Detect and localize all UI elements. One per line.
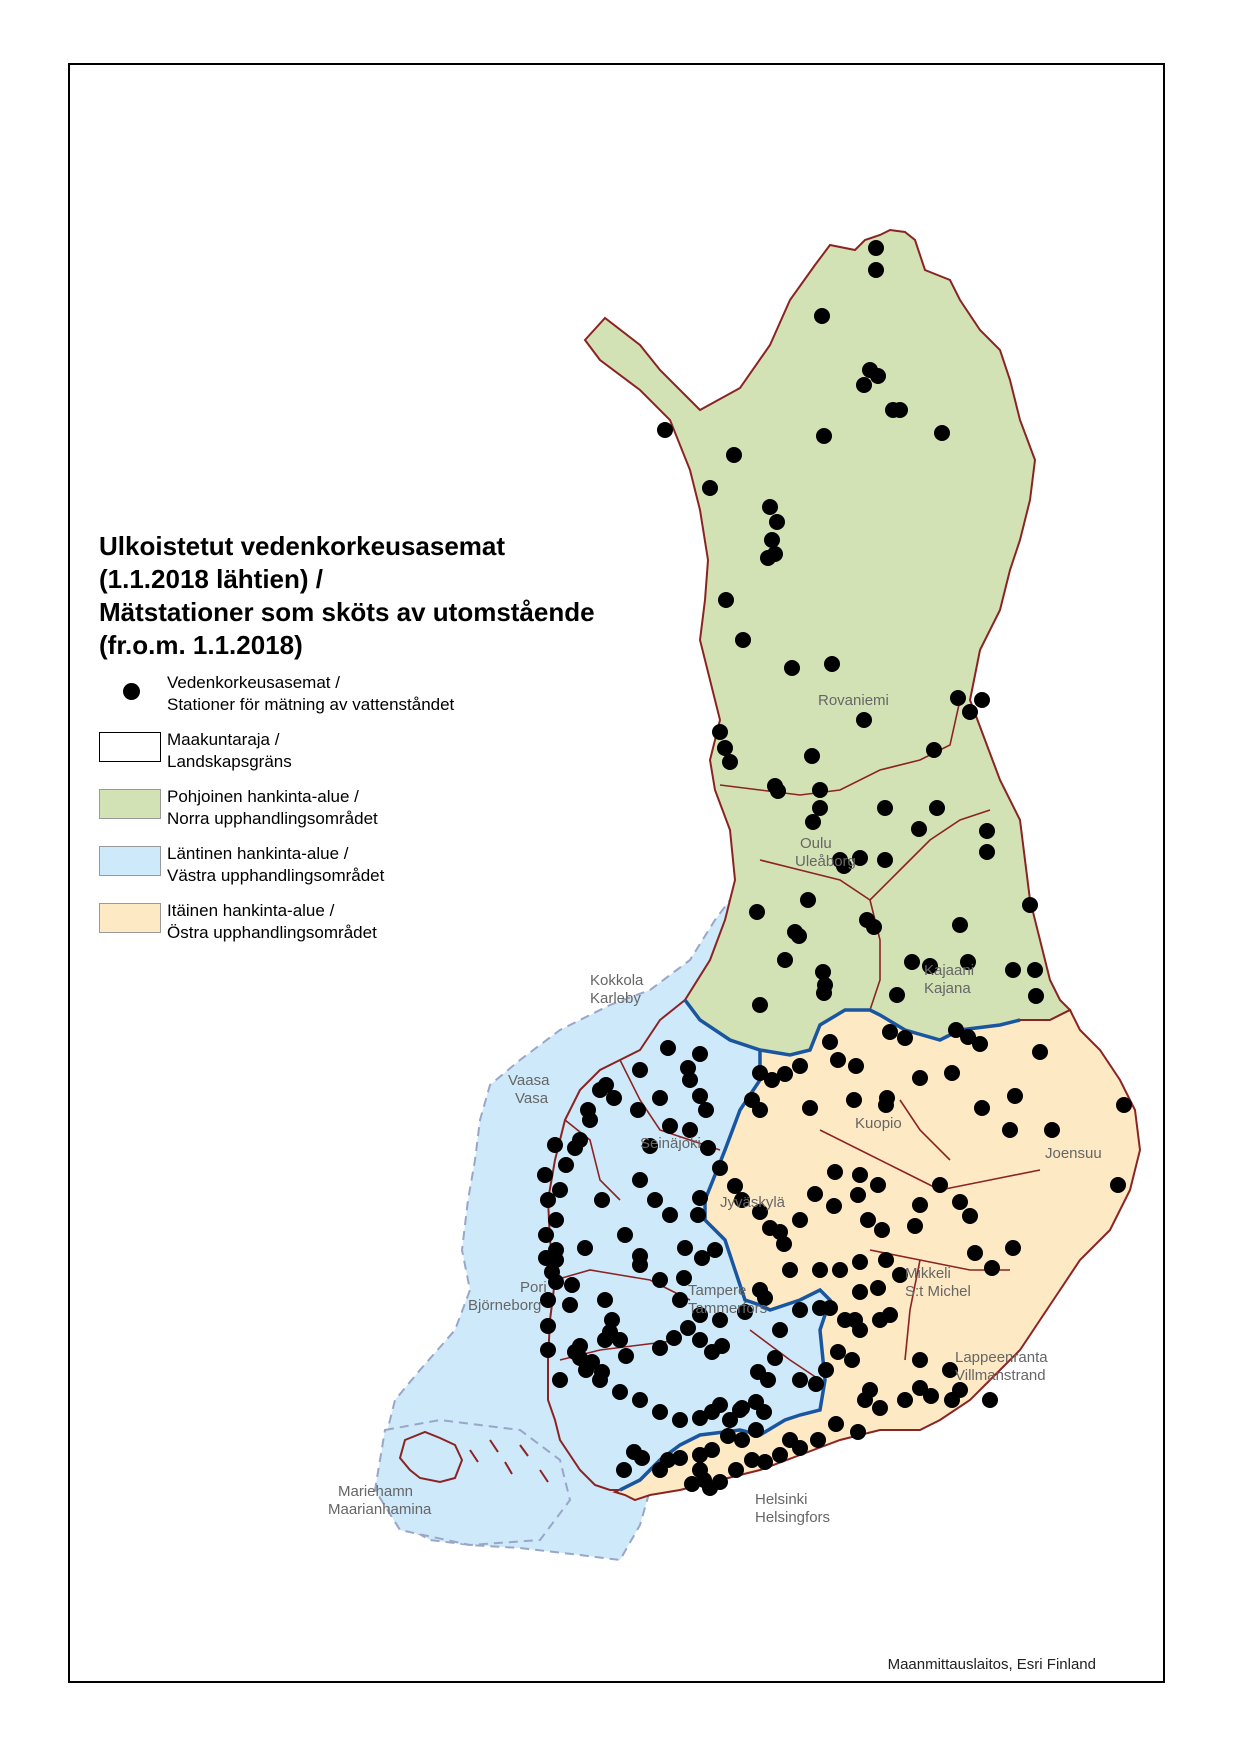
station-dot	[598, 1077, 614, 1093]
place-label-uleaborg: Uleåborg	[795, 853, 856, 870]
station-dot	[944, 1392, 960, 1408]
place-label-oulu: Oulu	[800, 835, 832, 852]
station-dot	[752, 1102, 768, 1118]
station-dot	[734, 1432, 750, 1448]
place-label-karleby: Karleby	[590, 990, 641, 1007]
station-dot	[712, 1160, 728, 1176]
station-dot	[1007, 1088, 1023, 1104]
station-dot	[1116, 1097, 1132, 1113]
station-dot	[972, 1036, 988, 1052]
map-credit: Maanmittauslaitos, Esri Finland	[887, 1656, 1096, 1673]
legend-north-line2: Norra upphandlingsområdet	[167, 809, 378, 828]
station-dot	[852, 1254, 868, 1270]
place-label-helsingfors: Helsingfors	[755, 1509, 831, 1526]
station-dot	[652, 1090, 668, 1106]
place-label-kajaani: Kajaani	[924, 962, 975, 979]
station-dot	[848, 1058, 864, 1074]
station-dot	[616, 1462, 632, 1478]
station-dot	[868, 240, 884, 256]
station-dot	[540, 1318, 556, 1334]
legend-title-line-2: (1.1.2018 lähtien) /	[99, 564, 323, 594]
legend-row-north	[99, 786, 699, 843]
station-dot	[762, 499, 778, 515]
station-dot	[657, 422, 673, 438]
station-dot	[672, 1412, 688, 1428]
station-dot	[962, 1208, 978, 1224]
station-dot	[544, 1264, 560, 1280]
station-dot	[777, 952, 793, 968]
legend-north-line1: Pohjoinen hankinta-alue /	[167, 787, 359, 806]
station-dot	[856, 377, 872, 393]
station-dot	[866, 919, 882, 935]
station-dot	[911, 821, 927, 837]
place-label-kuopio: Kuopio	[855, 1115, 902, 1132]
station-dot	[950, 690, 966, 706]
station-dot	[660, 1040, 676, 1056]
station-dot	[692, 1088, 708, 1104]
station-dot	[702, 480, 718, 496]
legend-title	[99, 530, 699, 662]
station-dot	[690, 1207, 706, 1223]
place-label-bjorneborg: Björneborg	[468, 1297, 542, 1314]
station-dot	[846, 1092, 862, 1108]
legend-title-line-4: (fr.o.m. 1.1.2018)	[99, 630, 303, 660]
station-dot	[762, 1220, 778, 1236]
legend-title-line-3: Mätstationer som sköts av utomstående	[99, 597, 595, 627]
legend-east-line1: Itäinen hankinta-alue /	[167, 901, 335, 920]
station-dot	[984, 1260, 1000, 1276]
station-dot	[632, 1062, 648, 1078]
station-dot	[552, 1372, 568, 1388]
station-dot	[792, 1372, 808, 1388]
station-dot	[805, 814, 821, 830]
station-dot	[612, 1384, 628, 1400]
station-dot	[727, 1178, 743, 1194]
station-dot	[792, 1302, 808, 1318]
station-dot	[712, 724, 728, 740]
station-dot	[907, 1218, 923, 1234]
station-dot	[952, 917, 968, 933]
place-label-joensuu: Joensuu	[1045, 1145, 1102, 1162]
station-dot	[735, 632, 751, 648]
station-dot	[1028, 988, 1044, 1004]
station-dot	[818, 1362, 834, 1378]
station-dot	[1027, 962, 1043, 978]
station-dot	[722, 754, 738, 770]
station-dot	[652, 1272, 668, 1288]
station-dot	[852, 1322, 868, 1338]
station-dot	[597, 1292, 613, 1308]
station-dot	[770, 783, 786, 799]
station-dot	[760, 1372, 776, 1388]
station-dot	[700, 1140, 716, 1156]
place-label-maarianhamina: Maarianhamina	[328, 1501, 432, 1518]
station-dot	[647, 1192, 663, 1208]
station-dot	[828, 1416, 844, 1432]
station-dot	[698, 1102, 714, 1118]
station-dot	[617, 1227, 633, 1243]
place-label-vaasa: Vaasa	[508, 1072, 550, 1089]
legend-west-line2: Västra upphandlingsområdet	[167, 866, 385, 885]
station-dot	[684, 1476, 700, 1492]
station-dot	[812, 1262, 828, 1278]
station-dot	[632, 1172, 648, 1188]
station-dot	[597, 1332, 613, 1348]
station-dot	[726, 447, 742, 463]
station-dot	[784, 660, 800, 676]
station-dot	[1002, 1122, 1018, 1138]
station-dot	[870, 1177, 886, 1193]
station-dot	[926, 742, 942, 758]
station-dot	[558, 1157, 574, 1173]
station-dot	[852, 1167, 868, 1183]
station-dot	[892, 402, 908, 418]
legend-east-line2: Östra upphandlingsområdet	[167, 923, 377, 942]
station-dot	[812, 800, 828, 816]
station-dot	[612, 1332, 628, 1348]
station-dot	[707, 1242, 723, 1258]
station-dot	[767, 1350, 783, 1366]
station-dot	[652, 1462, 668, 1478]
legend-regions-line1: Maakuntaraja /	[167, 730, 280, 749]
place-label-vasa: Vasa	[515, 1090, 549, 1107]
station-dot	[844, 1352, 860, 1368]
station-dot	[1005, 1240, 1021, 1256]
station-dot	[912, 1070, 928, 1086]
map-legend	[99, 530, 699, 957]
station-dot	[882, 1307, 898, 1323]
station-dot	[837, 1312, 853, 1328]
legend-title-line-1: Ulkoistetut vedenkorkeusasemat	[99, 531, 506, 561]
station-dot	[830, 1344, 846, 1360]
station-dot	[632, 1392, 648, 1408]
station-dot	[618, 1348, 634, 1364]
station-dot	[577, 1240, 593, 1256]
legend-regions-line2: Landskapsgräns	[167, 752, 292, 771]
station-dot	[1110, 1177, 1126, 1193]
station-dot	[720, 1428, 736, 1444]
station-dot	[626, 1444, 642, 1460]
station-dot	[870, 368, 886, 384]
place-label-seinajoki: Seinäjoki	[640, 1135, 701, 1152]
station-dot	[1044, 1122, 1060, 1138]
legend-row-stations	[99, 672, 699, 729]
legend-symbol-station-dot	[99, 675, 161, 705]
place-label-jyvaskyla: Jyväskylä	[720, 1194, 786, 1211]
station-dot	[718, 592, 734, 608]
station-dot	[548, 1212, 564, 1228]
station-dot	[749, 904, 765, 920]
station-dot	[870, 1280, 886, 1296]
place-label-lappeenranta: Lappeenranta	[955, 1349, 1048, 1366]
place-label-tampere: Tampere	[688, 1282, 747, 1299]
station-dot	[827, 1164, 843, 1180]
station-dot	[802, 1100, 818, 1116]
place-label-kajana: Kajana	[924, 980, 971, 997]
station-dot	[692, 1447, 708, 1463]
station-dot	[692, 1410, 708, 1426]
station-dot	[680, 1320, 696, 1336]
station-dot	[712, 1474, 728, 1490]
station-dot	[728, 1462, 744, 1478]
station-dot	[594, 1192, 610, 1208]
station-dot	[816, 428, 832, 444]
station-dot	[879, 1090, 895, 1106]
legend-stations-line2: Stationer för mätning av vattenståndet	[167, 695, 455, 714]
station-dot	[692, 1046, 708, 1062]
station-dot	[548, 1242, 564, 1258]
station-dot	[764, 532, 780, 548]
station-dot	[564, 1277, 580, 1293]
station-dot	[776, 1236, 792, 1252]
station-dot	[850, 1424, 866, 1440]
station-dot	[810, 1432, 826, 1448]
station-dot	[929, 800, 945, 816]
station-dot	[982, 1392, 998, 1408]
place-label-st-michel: S:t Michel	[905, 1283, 971, 1300]
legend-row-west	[99, 843, 699, 900]
legend-row-regions	[99, 729, 699, 786]
station-dot	[662, 1118, 678, 1134]
station-dot	[962, 704, 978, 720]
station-dot	[692, 1332, 708, 1348]
place-label-tammerfors: Tammerfors	[688, 1300, 768, 1317]
station-dot	[744, 1452, 760, 1468]
station-dot	[537, 1167, 553, 1183]
place-label-mikkeli: Mikkeli	[905, 1265, 951, 1282]
station-dot	[897, 1392, 913, 1408]
legend-symbol-west-box	[99, 846, 161, 876]
station-dot	[580, 1102, 596, 1118]
station-dot	[897, 1030, 913, 1046]
legend-symbol-north-box	[99, 789, 161, 819]
station-dot	[792, 1058, 808, 1074]
station-dot	[787, 924, 803, 940]
station-dot	[814, 308, 830, 324]
station-dot	[934, 425, 950, 441]
station-dot	[540, 1342, 556, 1358]
station-dot	[979, 823, 995, 839]
station-dot	[767, 546, 783, 562]
legend-row-east	[99, 900, 699, 957]
station-dot	[714, 1338, 730, 1354]
legend-west-line1: Läntinen hankinta-alue /	[167, 844, 349, 863]
station-dot	[666, 1330, 682, 1346]
station-dot	[652, 1404, 668, 1420]
station-dot	[1005, 962, 1021, 978]
station-dot	[826, 1198, 842, 1214]
station-dot	[632, 1248, 648, 1264]
station-dot	[816, 985, 832, 1001]
station-dot	[782, 1432, 798, 1448]
station-dot	[792, 1212, 808, 1228]
station-dot	[682, 1072, 698, 1088]
station-dot	[630, 1102, 646, 1118]
station-dot	[547, 1137, 563, 1153]
station-dot	[538, 1227, 554, 1243]
station-dot	[932, 1177, 948, 1193]
station-dot	[852, 1284, 868, 1300]
legend-symbol-region-box	[99, 732, 161, 762]
station-dot	[952, 1194, 968, 1210]
station-dot	[974, 1100, 990, 1116]
station-dot	[782, 1262, 798, 1278]
station-dot	[752, 997, 768, 1013]
station-dot	[877, 852, 893, 868]
station-dot	[748, 1422, 764, 1438]
place-label-rovaniemi: Rovaniemi	[818, 692, 889, 709]
station-dot	[562, 1297, 578, 1313]
station-dot	[856, 712, 872, 728]
station-dot	[662, 1207, 678, 1223]
station-dot	[807, 1186, 823, 1202]
station-dot	[967, 1245, 983, 1261]
station-dot	[578, 1362, 594, 1378]
station-dot	[912, 1197, 928, 1213]
station-dot	[552, 1182, 568, 1198]
station-dot	[804, 748, 820, 764]
station-dot	[777, 1066, 793, 1082]
station-dot	[912, 1352, 928, 1368]
station-dot	[769, 514, 785, 530]
station-dot	[756, 1404, 772, 1420]
station-dot	[692, 1190, 708, 1206]
station-dot	[850, 1187, 866, 1203]
station-dot	[822, 1034, 838, 1050]
station-dot	[862, 1382, 878, 1398]
station-dot	[822, 1300, 838, 1316]
station-dot	[882, 1024, 898, 1040]
station-dot	[974, 692, 990, 708]
station-dot	[752, 1065, 768, 1081]
station-dot	[800, 892, 816, 908]
place-label-pori: Pori	[520, 1279, 547, 1296]
station-dot	[944, 1065, 960, 1081]
place-label-mariehamn: Mariehamn	[338, 1483, 414, 1500]
station-dot	[912, 1380, 928, 1396]
station-dot	[812, 782, 828, 798]
station-dot	[824, 656, 840, 672]
station-dot	[732, 1402, 748, 1418]
station-dot	[672, 1292, 688, 1308]
station-dot	[1032, 1044, 1048, 1060]
station-dot	[860, 1212, 876, 1228]
station-dot	[772, 1322, 788, 1338]
station-dot	[808, 1376, 824, 1392]
station-dot	[874, 1222, 890, 1238]
place-label-kokkola: Kokkola	[590, 972, 644, 989]
station-dot	[717, 740, 733, 756]
station-dot	[772, 1447, 788, 1463]
station-dot	[979, 844, 995, 860]
legend-symbol-east-box	[99, 903, 161, 933]
station-dot	[1022, 897, 1038, 913]
place-label-villmanstrand: Villmanstrand	[955, 1367, 1046, 1384]
station-dot	[878, 1252, 894, 1268]
legend-stations-line1: Vedenkorkeusasemat /	[167, 673, 340, 692]
station-dot	[872, 1400, 888, 1416]
station-dot	[677, 1240, 693, 1256]
station-dot	[567, 1140, 583, 1156]
station-dot	[904, 954, 920, 970]
station-dot	[652, 1340, 668, 1356]
station-dot	[889, 987, 905, 1003]
station-dot	[868, 262, 884, 278]
station-dot	[877, 800, 893, 816]
place-label-helsinki: Helsinki	[755, 1491, 808, 1508]
station-dot	[830, 1052, 846, 1068]
station-dot	[832, 1262, 848, 1278]
station-dot	[592, 1372, 608, 1388]
